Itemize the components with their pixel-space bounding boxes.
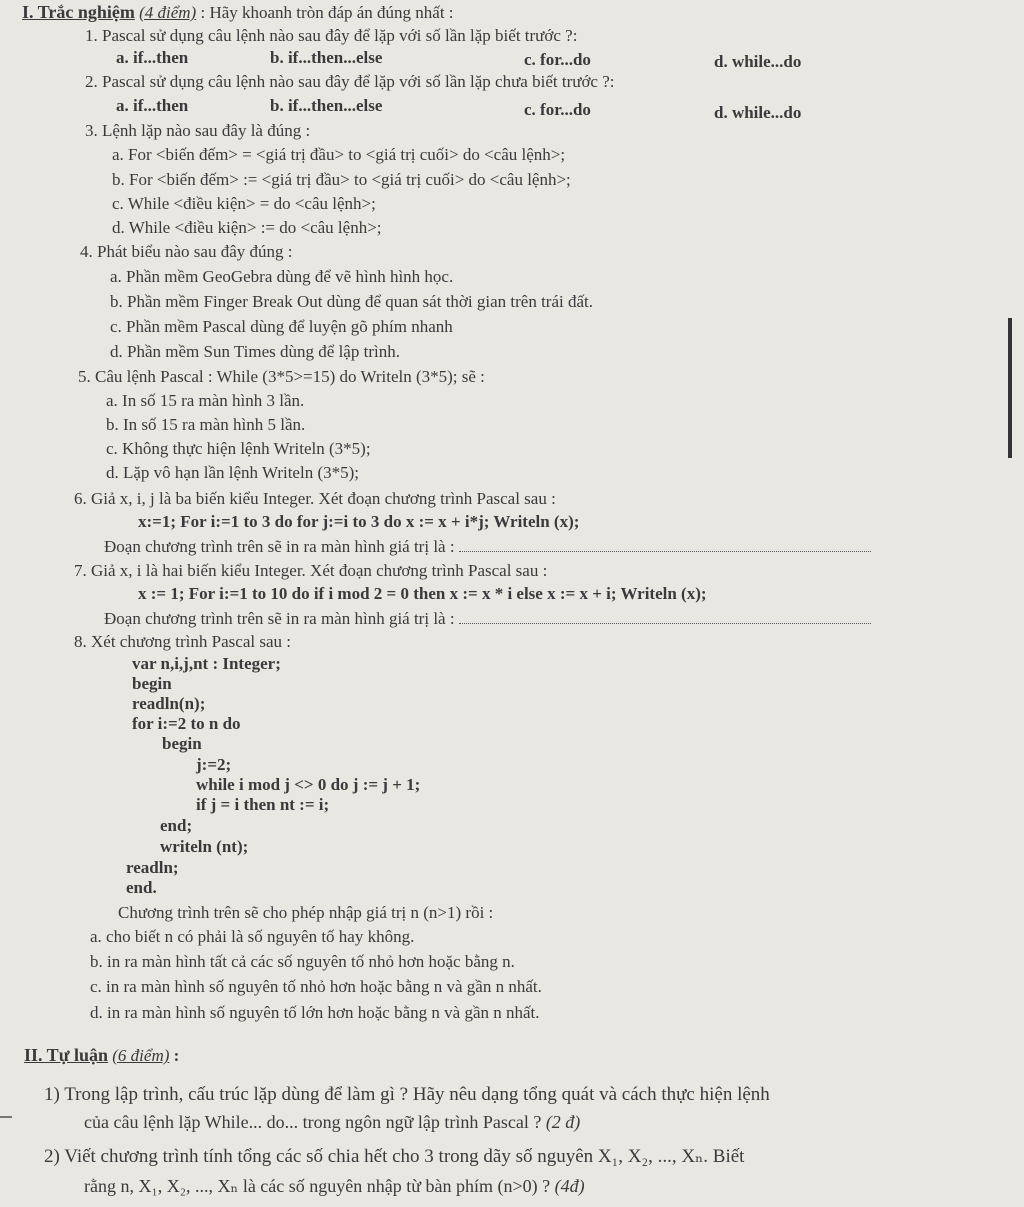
q1-option-a: a. if...then	[116, 48, 189, 67]
q8-code-line: while i mod j <> 0 do j := j + 1;	[196, 775, 421, 794]
q8-code-line: end.	[126, 878, 157, 897]
section2-heading	[24, 1045, 179, 1066]
q5-option-d: d. Lặp vô hạn lần lệnh Writeln (3*5);	[106, 463, 359, 482]
section1-points: (4 điểm)	[139, 3, 197, 22]
q7-answer-blank[interactable]	[459, 609, 871, 624]
q6-stem: 6. Giả x, i, j là ba biến kiểu Integer. Xét đoạn chương trình Pascal sau :	[74, 489, 556, 508]
page-edge-mark	[1008, 318, 1012, 458]
section1-instruction: : Hãy khoanh tròn đáp án đúng nhất :	[200, 3, 454, 22]
essay2-points: (4đ)	[554, 1176, 585, 1196]
q8-option-c: c. in ra màn hình số nguyên tố nhỏ hơn hoặc bằng n và gần n nhất.	[90, 977, 542, 996]
q6-answer-blank[interactable]	[459, 537, 871, 552]
q1-option-c: c. for...do	[524, 50, 591, 69]
q4-option-c: c. Phần mềm Pascal dùng để luyện gõ phím nhanh	[110, 317, 453, 336]
q6-answer-line	[104, 537, 871, 557]
q7-prompt: Đoạn chương trình trên sẽ in ra màn hình giá trị là :	[104, 609, 455, 628]
q8-option-a: a. cho biết n có phải là số nguyên tố hay không.	[90, 927, 415, 946]
section2-colon: :	[173, 1046, 180, 1065]
q3-stem: 3. Lệnh lặp nào sau đây là đúng :	[85, 121, 311, 140]
q5-option-b: b. In số 15 ra màn hình 5 lần.	[106, 415, 306, 434]
essay1-text: của câu lệnh lặp While... do... trong ngôn ngữ lập trình Pascal ?	[84, 1112, 542, 1132]
section2-points: (6 điểm)	[112, 1046, 170, 1065]
q3-option-a: a. For <biến đếm> = <giá trị đầu> to <giá trị cuối> do <câu lệnh>;	[112, 145, 566, 164]
q8-code-line: end;	[160, 816, 193, 835]
q2-option-b: b. if...then...else	[270, 96, 383, 115]
q2-option-d: d. while...do	[714, 103, 802, 122]
q6-code: x:=1; For i:=1 to 3 do for j:=i to 3 do x := x + i*j; Writeln (x);	[138, 512, 580, 531]
q2-option-c: c. for...do	[524, 100, 591, 119]
q8-code-line: if j = i then nt := i;	[196, 795, 330, 814]
q4-option-b: b. Phần mềm Finger Break Out dùng để quan sát thời gian trên trái đất.	[110, 292, 593, 311]
section2-title: II. Tự luận	[24, 1045, 109, 1065]
q1-stem: 1. Pascal sử dụng câu lệnh nào sau đây để lặp với số lần lặp biết trước ?:	[85, 26, 578, 45]
q3-option-c: c. While <điều kiện> = do <câu lệnh>;	[112, 194, 376, 213]
q7-stem: 7. Giả x, i là hai biến kiểu Integer. Xét đoạn chương trình Pascal sau :	[74, 561, 548, 580]
essay2-line2	[84, 1175, 585, 1197]
q4-option-d: d. Phần mềm Sun Times dùng để lập trình.	[110, 342, 400, 361]
q8-code-line: begin	[132, 674, 172, 693]
q8-code-line: var n,i,j,nt : Integer;	[132, 654, 281, 673]
q8-code-line: writeln (nt);	[160, 837, 249, 856]
q6-prompt: Đoạn chương trình trên sẽ in ra màn hình giá trị là :	[104, 537, 455, 556]
q2-stem: 2. Pascal sử dụng câu lệnh nào sau đây để lặp với số lần lặp chưa biết trước ?:	[85, 72, 615, 91]
section1-title: I. Trắc nghiệm	[22, 2, 135, 22]
section1-heading	[22, 2, 454, 23]
q8-code-line: readln(n);	[132, 694, 206, 713]
q3-option-b: b. For <biến đếm> := <giá trị đầu> to <giá trị cuối> do <câu lệnh>;	[112, 170, 571, 189]
essay1-line2	[84, 1111, 580, 1133]
q7-code: x := 1; For i:=1 to 10 do if i mod 2 = 0 then x := x * i else x := x + i; Writeln (x);	[138, 584, 707, 603]
q7-answer-line	[104, 609, 871, 629]
q3-option-d: d. While <điều kiện> := do <câu lệnh>;	[112, 218, 382, 237]
q8-stem: 8. Xét chương trình Pascal sau :	[74, 632, 291, 651]
q4-stem: 4. Phát biểu nào sau đây đúng :	[80, 242, 293, 261]
q8-code-line: for i:=2 to n do	[132, 714, 241, 733]
q1-option-b: b. if...then...else	[270, 48, 383, 67]
q1-option-d: d. while...do	[714, 52, 802, 71]
q4-option-a: a. Phần mềm GeoGebra dùng để vẽ hình hình học.	[110, 267, 454, 286]
margin-tick-mark	[0, 1116, 12, 1118]
essay2-text: rằng n, X₁, X₂, ..., Xₙ là các số nguyên nhập từ bàn phím (n>0) ?	[84, 1176, 551, 1196]
q5-option-a: a. In số 15 ra màn hình 3 lần.	[106, 391, 305, 410]
essay1-line1: 1) Trong lập trình, cấu trúc lặp dùng để làm gì ? Hãy nêu dạng tổng quát và cách thực hiện lệnh	[44, 1084, 770, 1105]
q8-code-line: readln;	[126, 858, 179, 877]
essay2-line1: 2) Viết chương trình tính tổng các số chia hết cho 3 trong dãy số nguyên X₁, X₂, ..., Xₙ. Biết	[44, 1146, 745, 1167]
q5-stem: 5. Câu lệnh Pascal : While (3*5>=15) do Writeln (3*5); sẽ :	[78, 367, 485, 386]
q8-code-line: begin	[162, 734, 202, 753]
q2-option-a: a. if...then	[116, 96, 189, 115]
q5-option-c: c. Không thực hiện lệnh Writeln (3*5);	[106, 439, 371, 458]
q8-after: Chương trình trên sẽ cho phép nhập giá trị n (n>1) rồi :	[118, 903, 494, 922]
q8-option-d: d. in ra màn hình số nguyên tố lớn hơn hoặc bằng n và gần n nhất.	[90, 1003, 540, 1022]
essay1-points: (2 đ)	[545, 1112, 581, 1132]
q8-code-line: j:=2;	[196, 755, 232, 774]
q8-option-b: b. in ra màn hình tất cả các số nguyên tố nhỏ hơn hoặc bằng n.	[90, 952, 515, 971]
